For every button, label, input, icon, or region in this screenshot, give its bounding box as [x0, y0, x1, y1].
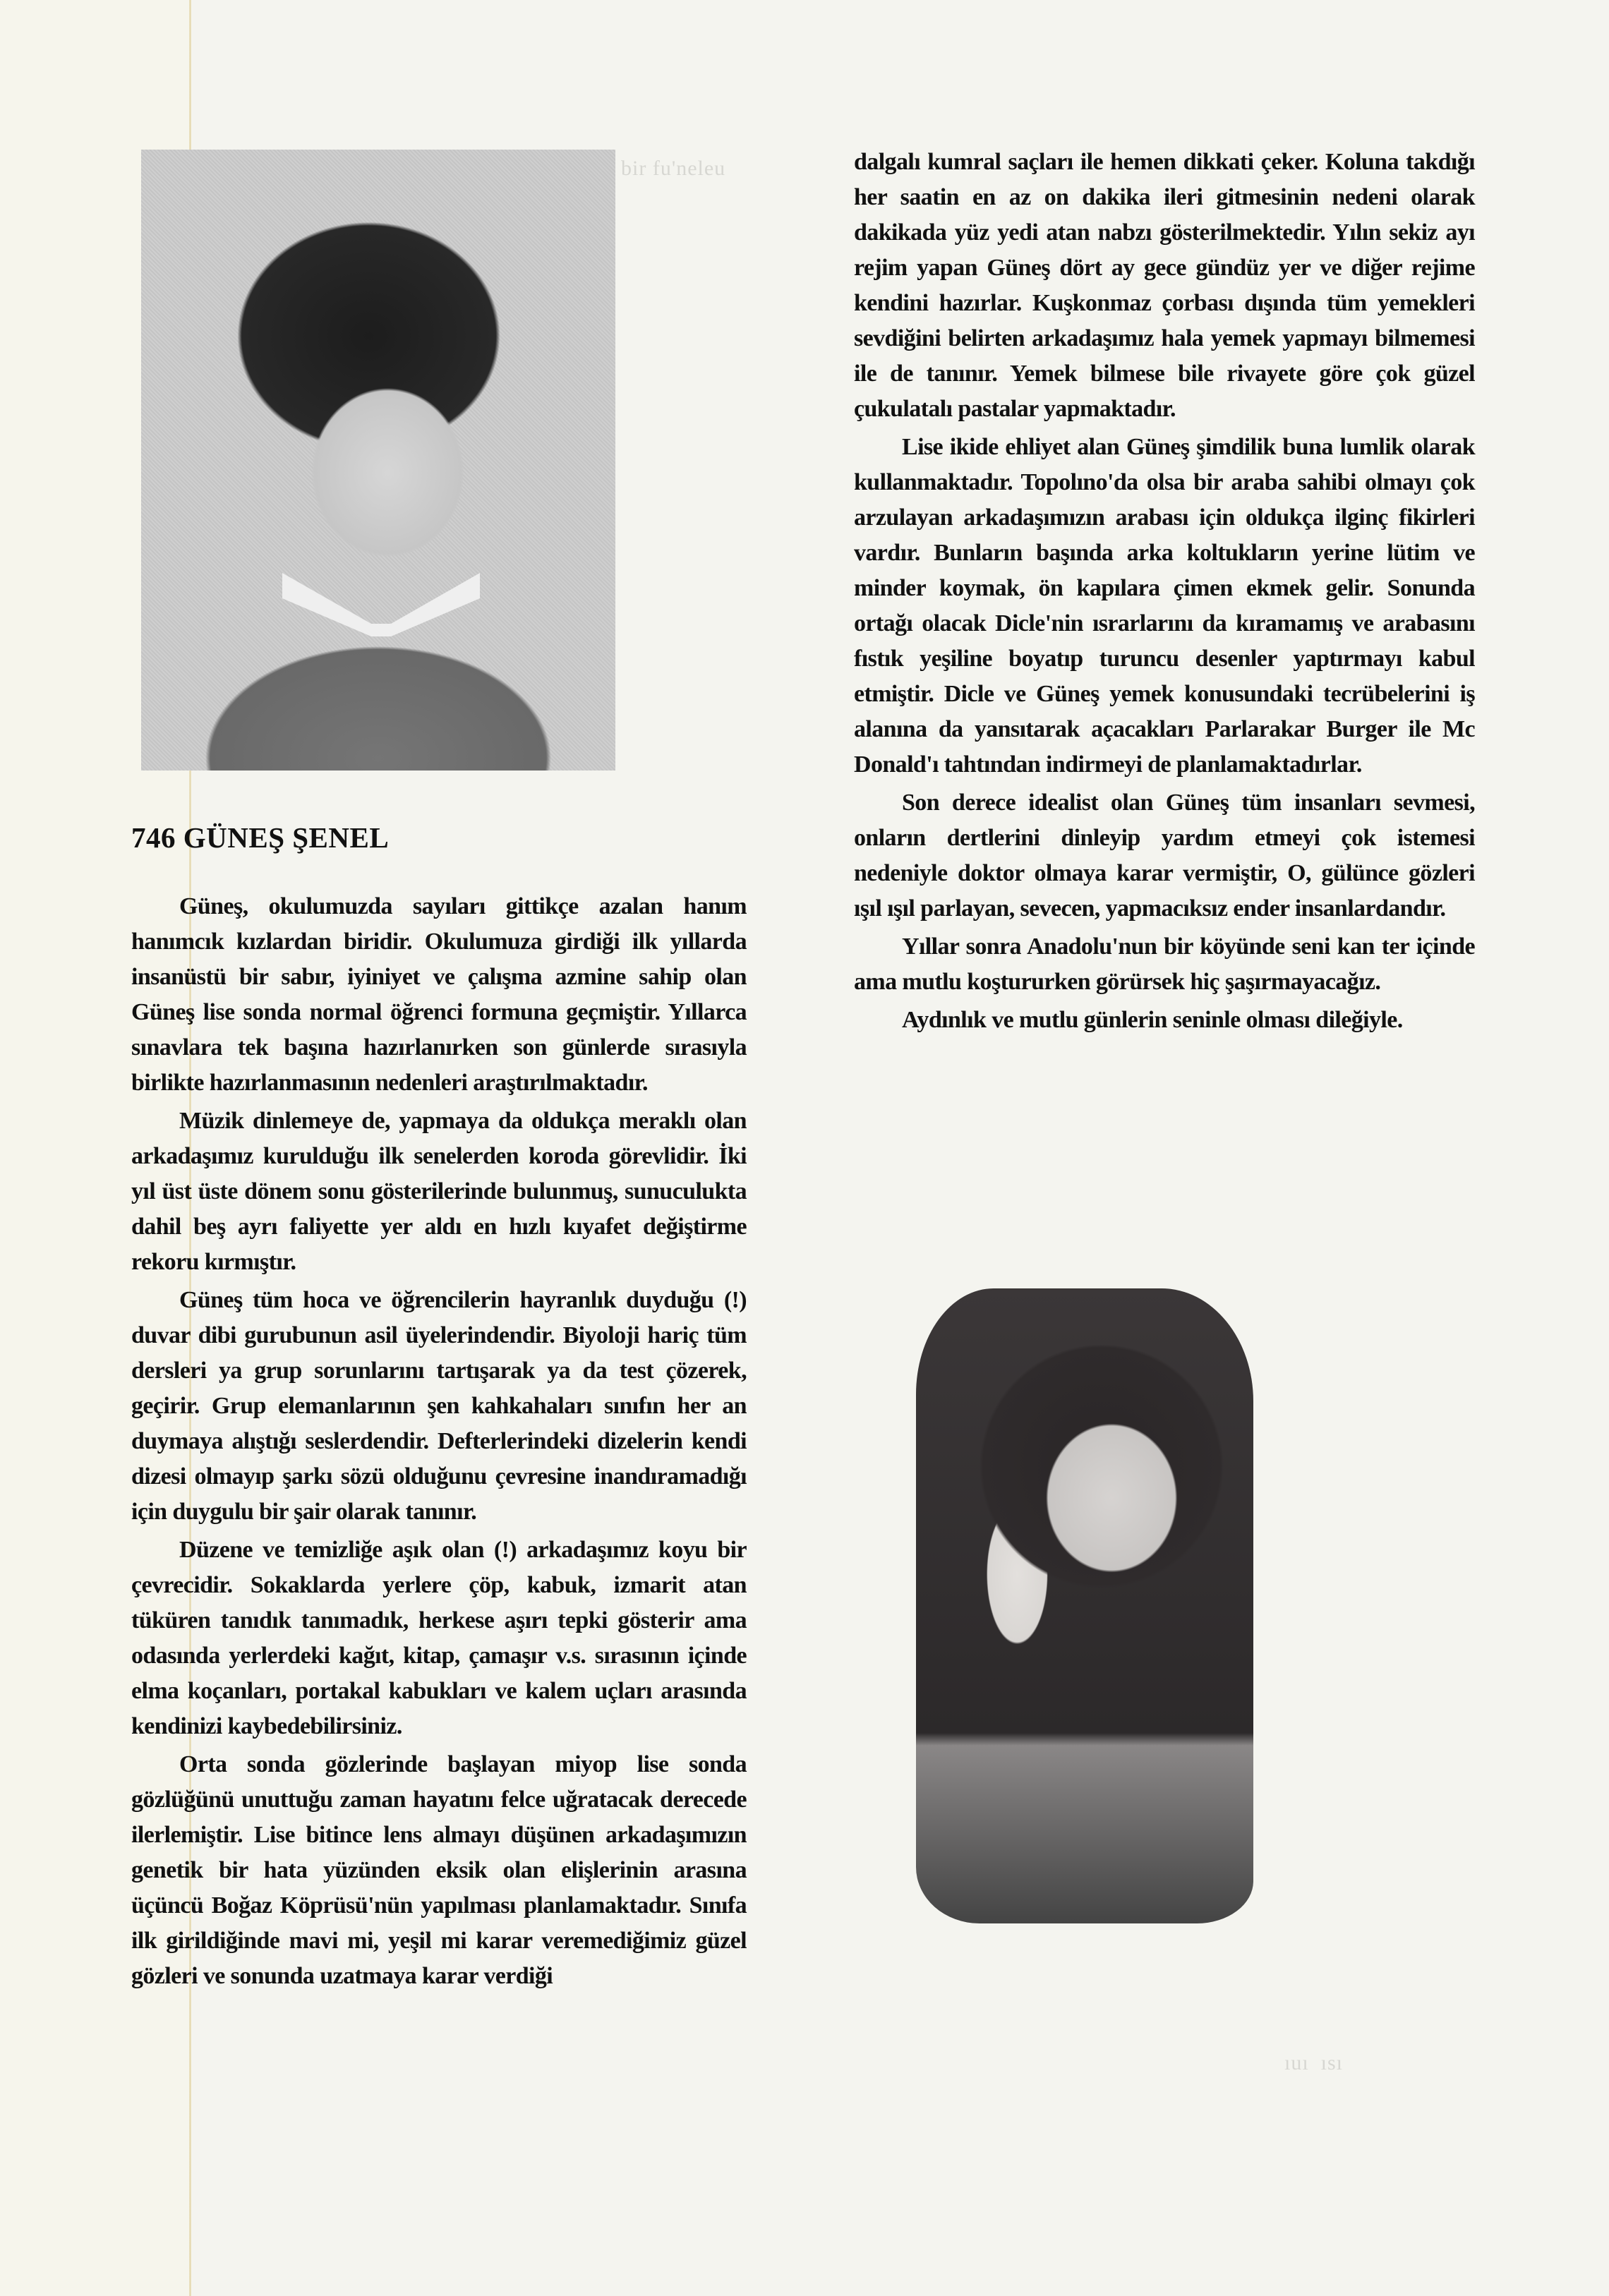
paragraph: Düzene ve temizliğe aşık olan (!) arkadaşımız koyu bir çevrecidir. Sokaklarda yerlere çöp, kabuk, izmarit atan tüküren tanıdık tanımadık, herkese aşırı tepki gösterir ama odasında yerlerdeki kağıt, kitap, çamaşır v.s. sırasının içinde elma koçanları, portakal kabukları ve kalem uçları arasında kendinizi kaybedebilirsiniz. [131, 1537, 747, 1739]
show-through-text: ıuı ısı [1284, 2051, 1344, 2074]
paragraph: Güneş tüm hoca ve öğrencilerin hayranlık duyduğu (!) duvar dibi gurubunun asil üyelerindendir. Biyoloji hariç tüm dersleri ya grup sorunlarını tartışarak ya da test çözerek, geçirir. Grup elemanlarının şen kahkahaları sınıfın her an duymaya alıştığı seslerdendir. Defterlerindeki dizelerin kendi dizesi olmayıp şarkı sözü olduğunu çevresine inandıramadığı için duygulu bir şair olarak tanınır. [131, 1287, 747, 1525]
portrait-photo [141, 150, 615, 771]
paragraph: Lise ikide ehliyet alan Güneş şimdilik buna lumlik olarak kullanmaktadır. Topolıno'da olsa bir araba sahibi olmayı çok arzulayan arkadaşımızın arabası için oldukça ilginç fikirleri vardır. Bunların başında arka koltukların yerine lütim ve minder koymak, ön kapılara çimen ekmek gelir. Sonunda ortağı olacak Dicle'nin ısrarlarını da kıramamış ve arabasını fıstık yeşiline boyatıp turuncu desenler yaptırmayı kabul etmiştir. Dicle ve Güneş yemek konusundaki tecrübelerini iş alanına da yansıtarak açacakları Parlarakar Burger ile Mc Donald'ı tahtından indirmeyi de planlamaktadırlar. [854, 434, 1475, 778]
paragraph: Güneş, okulumuzda sayıları gittikçe azalan hanım hanımcık kızlardan biridir. Okulumuza girdiği ilk yıllarda insanüstü bir sabır, iyiniyet ve çalışma azmine sahip olan Güneş lise sonda normal öğrenci formuna geçmiştir. Yıllarca sınavlara tek başına hazırlanırken son günlerde sırasıyla birlikte hazırlanmasının nedenleri araştırılmaktadır. [131, 893, 747, 1096]
paragraph-continued: dalgalı kumral saçları ile hemen dikkati çeker. Koluna takdığı her saatin en az on dakika ileri gitmesinin nedeni olarak dakikada yüz yedi atan nabzı gösterilmektedir. Yılın sekiz ayı rejim yapan Güneş dört ay gece gündüz yer ve diğer rejime kendini hazırlar. Kuşkonmaz çorbası dışında tüm yemekleri sevdiğini belirten arkadaşımız hala yemek yapmayı bilmemesi ile de tanınır. Yemek bilmese bile rivayete göre çok güzel çukulatalı pastalar yapmaktadır. [854, 149, 1475, 422]
paragraph: Orta sonda gözlerinde başlayan miyop lise sonda gözlüğünü unuttuğu zaman hayatını felce uğratacak derecede ilerlemiştir. Lise bitince lens almayı düşünen arkadaşımızın genetik bir hata yüzünden eksik olan elişlerinin arasına üçüncü Boğaz Köprüsü'nün yapılması planlamaktadır. Sınıfa ilk girildiğinde mavi mi, yeşil mi karar veremediğimiz güzel gözleri ve sonunda uzatmaya karar verdiği [131, 1751, 747, 1989]
student-heading: 746 GÜNEŞ ŞENEL [131, 821, 390, 854]
paragraph: Müzik dinlemeye de, yapmaya da oldukça meraklı olan arkadaşımız kurulduğu ilk senelerden koroda görevlidir. İki yıl üst üste dönem sonu gösterilerinde bulunmuş, sunuculukta dahil beş ayrı faliyette yer aldı en hızlı kıyafet değiştirme rekoru kırmıştır. [131, 1108, 747, 1275]
paragraph: Son derece idealist olan Güneş tüm insanları sevmesi, onların dertlerini dinleyip yardım etmeyi çok istemesi nedeniyle doktor olmaya karar vermiştir, O, gülünce gözleri ışıl ışıl parlayan, sevecen, yapmacıksız ender insanlardandır. [854, 790, 1475, 922]
childhood-photo [916, 1288, 1253, 1923]
left-column [131, 811, 747, 1997]
portrait-collar [282, 573, 480, 636]
right-column [854, 145, 1475, 1041]
show-through-text: bir fu'neleu [621, 157, 840, 180]
paragraph: Yıllar sonra Anadolu'nun bir köyünde seni kan ter içinde ama mutlu koştururken görürsek hiç şaşırmayacağız. [854, 933, 1475, 995]
paragraph: Aydınlık ve mutlu günlerin seninle olması dileğiyle. [902, 1007, 1403, 1033]
